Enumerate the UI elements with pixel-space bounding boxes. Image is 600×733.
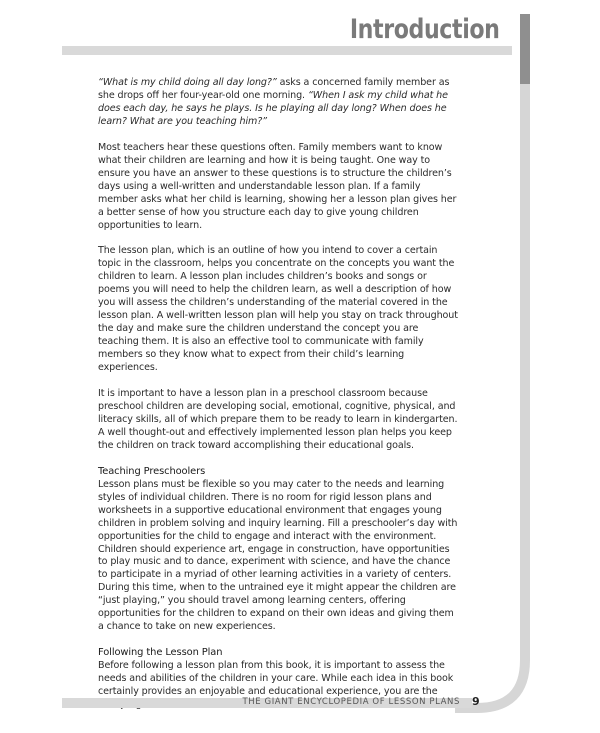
heading-teaching-preschoolers: Teaching Preschoolers: [98, 465, 206, 477]
quote-part-1: “What is my child doing all day long?”: [98, 77, 277, 88]
opening-quote: [98, 77, 460, 129]
paragraph-1: Most teachers hear these questions often. Family members want to know what their children are learning and how it is being taught. One way to ensure you have an answer to these questions is to structure the children’s days using a well-written and understandable lesson plan. If a family member asks what her child is learning, showing her a lesson plan gives her a better sense of how you structure each day to give young children opportunities to learn.: [98, 141, 457, 231]
paragraph-3: It is important to have a lesson plan in a preschool classroom because preschool children are developing social, emotional, cognitive, physical, and literacy skills, all of which prepare them to be ready to learn in kindergarten. A well thought-out and effectively implemented lesson plan helps you keep the children on track toward accomplishing their educational goals.: [98, 388, 458, 451]
paragraph-4: Lesson plans must be flexible so you may cater to the needs and learning styles of individual children. There is no room for rigid lesson plans and worksheets in a supportive educational environment that engages young children in problem solving and inquiry learning. Fill a preschooler’s day with opportunities for the child to engage and interact with the environment. Children should experience art, engage in construction, have opportunities to play music and to dance, experiment with science, and have the chance to participate in a myriad of other learning activities in a variety of centers. During this time, when to the untrained eye it might appear the children are “just playing,” you should travel among learning centers, offering opportunities for the children to expand on their own ideas and giving them a chance to take on new experiences.: [98, 478, 458, 633]
paragraph-5: Before following a lesson plan from this book, it is important to assess the needs and abilities of the children in your care. While each idea in this book certainly provides an enjoyable and educational experience, you are the: [98, 660, 454, 698]
margin-bar-dark: [520, 14, 530, 84]
heading-following-lesson-plan: Following the Lesson Plan: [98, 647, 223, 659]
margin-bar-light: [520, 84, 530, 656]
page-number: 9: [472, 695, 480, 708]
paragraph-2: The lesson plan, which is an outline of how you intend to cover a certain topic in the classroom, helps you concentrate on the concepts you want the children to learn. A lesson plan includes children’s books and songs or poems you will need to help the children learn, as well a description of how you will assess the children’s understanding of the material covered in the lesson plan. A well-written lesson plan will help you stay on track throughout the day and make sure the children understand the concept you are teaching them. It is also an effective tool to communicate with family members so they know what to expect from their child’s learning experiences.: [98, 245, 458, 374]
footer-book-title: THE GIANT ENCYCLOPEDIA OF LESSON PLANS: [242, 697, 460, 707]
quote-part-2: asks a concerned family member as she drops off her four-year-old one morning.: [98, 77, 450, 101]
page-title: Introduction: [350, 14, 500, 45]
quote-part-3: “When I ask my child what he does each day, he says he plays. Is he playing all day long? When does he learn? What are you teaching him?”: [98, 89, 448, 127]
header-rule: [62, 46, 512, 55]
body-text: [98, 77, 460, 725]
